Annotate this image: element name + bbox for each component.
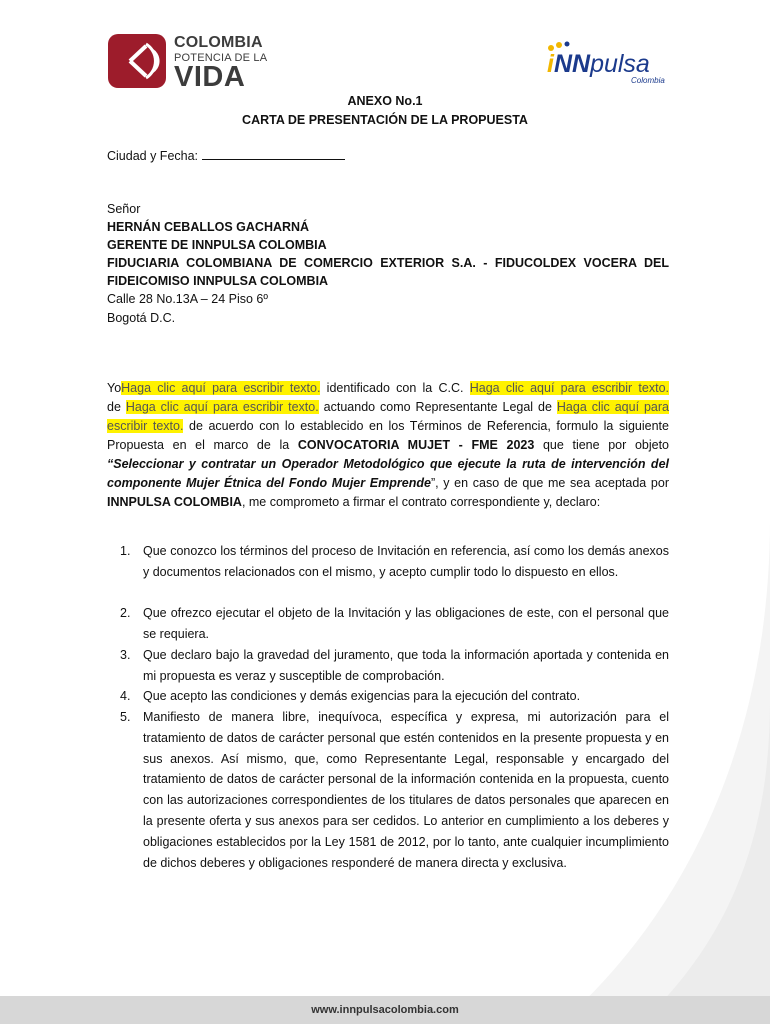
addressee-address: Calle 28 No.13A – 24 Piso 6º bbox=[107, 292, 268, 306]
text-convocatoria: CONVOCATORIA MUJET - FME 2023 bbox=[297, 438, 535, 452]
list-item-text: Que ofrezco ejecutar el objeto de la Invitación y las obligaciones de este, con el personal que se requiera. bbox=[143, 606, 669, 641]
list-item-number: 1. bbox=[120, 544, 131, 558]
text-objeto: que tiene por objeto bbox=[542, 438, 670, 452]
list-item bbox=[120, 603, 670, 645]
addressee-role: GERENTE DE INNPULSA COLOMBIA bbox=[107, 238, 327, 252]
paragraph-line-6 bbox=[107, 476, 669, 490]
paragraph-line-4 bbox=[107, 438, 669, 452]
salutation: Señor bbox=[107, 202, 141, 216]
list-item-number: 3. bbox=[120, 648, 131, 662]
text-yo: Yo bbox=[107, 381, 122, 395]
list-item-text: Manifiesto de manera libre, inequívoca, específica y expresa, mi autorización para el tratamiento de datos de carácter personal que estén contenidos en la presente propuesta y en sus anexos. Así mismo, que, como Representante Legal, responsable y encargado del tratamiento de datos de carácter personal de la información contenida en la propuesta, cuento con las autorizaciones correspondientes de los titulares de datos personales que aparecen en la presente oferta y sus anexos para ser cedidos. Lo anterior en cumplimiento a los deberes y obligaciones establecidos por la Ley 1581 de 2012, por lo tanto, ante cualquier incumplimiento de dichos deberes y obligaciones responderé de manera directa y exclusiva. bbox=[143, 710, 669, 870]
placeholder-company-field-part1[interactable]: Haga clic aquí para bbox=[556, 400, 669, 414]
logo-text-colombia: COLOMBIA bbox=[174, 34, 263, 51]
list-item bbox=[120, 541, 670, 603]
text-compromiso: , me comprometo a firmar el contrato correspondiente y, declaro: bbox=[241, 495, 601, 509]
text-actuando: actuando como Representante Legal de bbox=[323, 400, 552, 414]
wordmark-i: i bbox=[547, 50, 554, 78]
text-propuesta: Propuesta en el marco de la bbox=[107, 438, 290, 452]
colombia-logo-mark-icon bbox=[108, 34, 166, 88]
list-item-number: 4. bbox=[120, 689, 131, 703]
wordmark-pulsa: pulsa bbox=[590, 50, 650, 78]
addressee-city: Bogotá D.C. bbox=[107, 311, 176, 325]
logo-text-potencia: POTENCIA DE LA bbox=[174, 52, 268, 64]
list-item bbox=[120, 707, 670, 895]
city-date-line bbox=[107, 148, 345, 163]
list-item-number: 2. bbox=[120, 606, 131, 620]
innpulsa-logo bbox=[545, 40, 675, 88]
text-de-acuerdo: de acuerdo con lo establecido en los Términos de Referencia, formulo la siguiente bbox=[189, 419, 669, 433]
paragraph-line-7 bbox=[107, 495, 669, 509]
innpulsa-subtitle: Colombia bbox=[631, 76, 665, 85]
list-item-text: Que declaro bajo la gravedad del juramento, que toda la información aportada y contenida en mi propuesta es veraz y susceptible de comprobación. bbox=[143, 648, 669, 683]
text-aceptada: ”, y en caso de que me sea aceptada por bbox=[430, 476, 670, 490]
logo-text-vida: VIDA bbox=[174, 61, 246, 93]
list-item bbox=[120, 686, 670, 707]
addressee-entity-line1: FIDUCIARIA COLOMBIANA DE COMERCIO EXTERIOR S.A. - FIDUCOLDEX VOCERA DEL bbox=[107, 256, 669, 270]
paragraph-line-5: “Seleccionar y contratar un Operador Metodológico que ejecute la ruta de intervención del bbox=[107, 457, 669, 471]
text-identificado: identificado con la C.C. bbox=[326, 381, 464, 395]
list-item-text: Que acepto las condiciones y demás exigencias para la ejecución del contrato. bbox=[143, 689, 581, 703]
list-item bbox=[120, 645, 670, 687]
letter-title: CARTA DE PRESENTACIÓN DE LA PROPUESTA bbox=[242, 113, 528, 127]
annex-title: ANEXO No.1 bbox=[347, 94, 423, 108]
innpulsa-wordmark bbox=[547, 50, 650, 79]
placeholder-city-field[interactable]: Haga clic aquí para escribir texto. bbox=[125, 400, 319, 414]
footer-bar bbox=[0, 996, 770, 1024]
list-item-text: Que conozco los términos del proceso de Invitación en referencia, así como los demás anexos y documentos relacionados con el mismo, y acepto cumplir todo lo dispuesto en ellos. bbox=[143, 544, 669, 579]
paragraph-line-1 bbox=[107, 381, 669, 395]
text-de: de bbox=[107, 400, 121, 414]
text-componente: componente Mujer Étnica del Fondo Mujer Emprende bbox=[107, 476, 431, 490]
text-innpulsa: INNPULSA COLOMBIA bbox=[107, 495, 242, 509]
addressee-entity-line2: FIDEICOMISO INNPULSA COLOMBIA bbox=[107, 274, 329, 288]
paragraph-line-2 bbox=[107, 400, 669, 414]
placeholder-name-field[interactable]: Haga clic aquí para escribir texto. bbox=[121, 381, 321, 395]
list-item-number: 5. bbox=[120, 710, 131, 724]
paragraph-line-3 bbox=[107, 419, 669, 433]
placeholder-company-field-part2[interactable]: escribir texto. bbox=[107, 419, 184, 433]
city-date-label: Ciudad y Fecha: bbox=[107, 149, 199, 163]
city-date-blank bbox=[202, 148, 345, 160]
wordmark-nn: NN bbox=[553, 50, 591, 78]
addressee-name: HERNÁN CEBALLOS GACHARNÁ bbox=[107, 220, 310, 234]
footer-url-link[interactable]: www.innpulsacolombia.com bbox=[311, 1004, 459, 1016]
placeholder-cc-field[interactable]: Haga clic aquí para escribir texto. bbox=[469, 381, 669, 395]
